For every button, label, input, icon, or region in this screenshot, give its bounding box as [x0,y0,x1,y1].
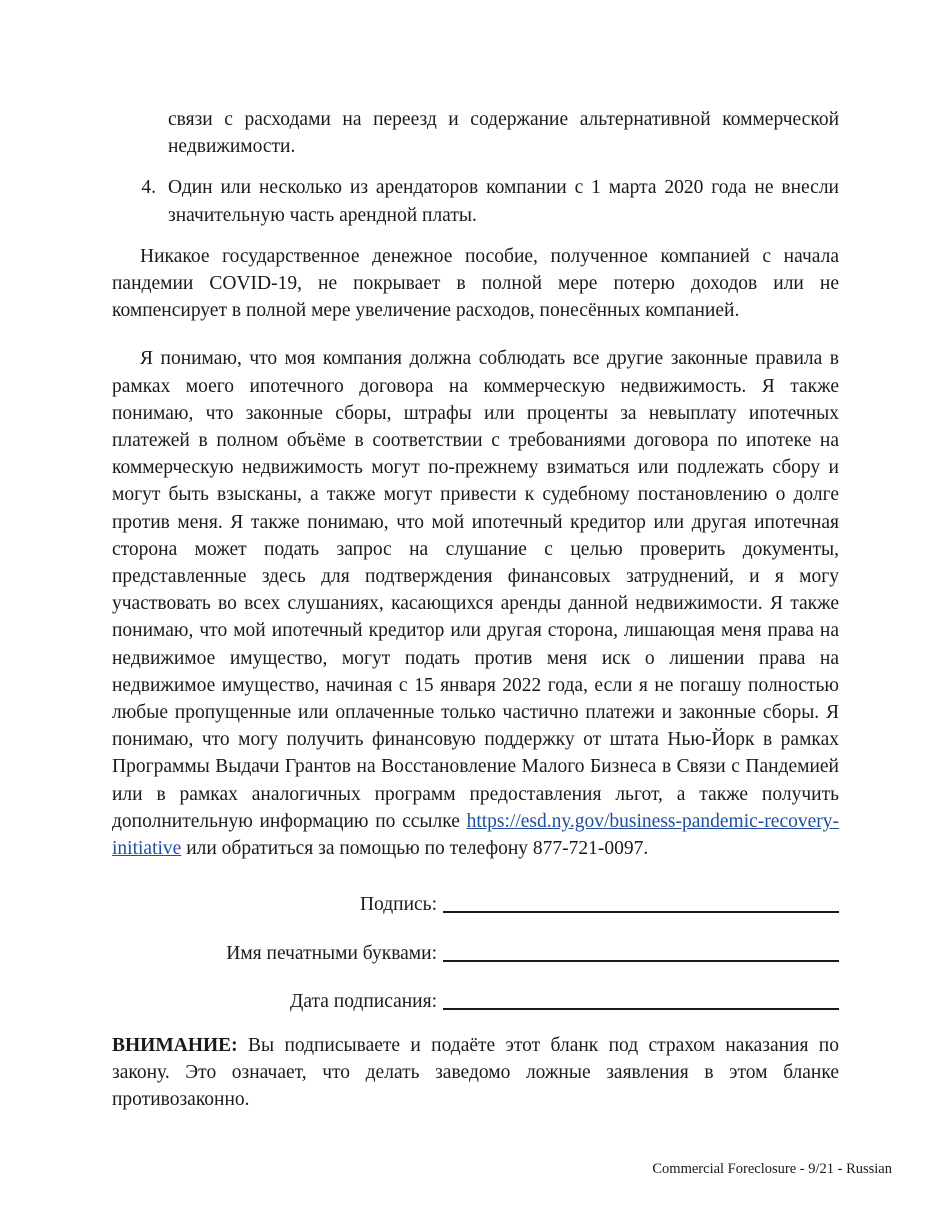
recovery-initiative-link[interactable]: https://esd.ny.gov/business-pandemic-recovery-initiative [112,810,839,860]
list-item-text: Один или несколько из арендаторов компании с 1 марта 2020 года не внесли значительную часть арендной платы. [168,177,839,226]
acknowledgement-text-end: или обратиться за помощью по телефону 877-721-0097. [181,838,649,860]
printed-name-label: Имя печатными буквами: [226,942,437,964]
date-line[interactable] [443,1008,839,1010]
list-item-number-text: 4. [141,177,156,199]
warning-notice [112,1032,839,1114]
signature-row [112,886,839,918]
page-footer: Commercial Foreclosure - 9/21 - Russian [652,1161,892,1177]
document-body [112,106,839,1113]
date-row [112,983,839,1015]
printed-name-row [112,935,839,967]
paragraph-assistance: Никакое государственное денежное пособие, полученное компанией с начала пандемии COVID-19, не покрывает в полной мере потерю доходов или не компенсирует в полной мере увеличение расходов, понесённых компанией. [112,245,839,322]
signature-line[interactable] [443,911,839,913]
warning-text: Вы подписываете и подаёте этот бланк под страхом наказания по закону. Это означает, что делать заведомо ложные заявления в этом бланке противозаконно. [112,1034,839,1111]
signature-block [112,886,839,1015]
printed-name-line[interactable] [443,960,839,962]
list-item-continuation: связи с расходами на переезд и содержание альтернативной коммерческой недвижимости. [168,109,839,158]
list-item-4 [112,174,839,228]
paragraph-acknowledgement [112,345,839,862]
signature-label: Подпись: [359,894,437,916]
warning-label: ВНИМАНИЕ: [112,1034,238,1056]
acknowledgement-text: Я понимаю, что моя компания должна соблюдать все другие законные правила в рамках моего ипотечного договора на коммерческую недвижимость. Я также понимаю, что законные сборы, штрафы или проценты за невыплату ипотечных платежей в полном объёме в соответствии с требованиями договора по ипотеке на коммерческую недвижимость могут по-прежнему взиматься или подлежать сбору и могут быть взысканы, а также могут привести к судебному постановлению о долге против меня. Я также понимаю, что мой ипотечный кредитор или другая ипотечная сторона может подать запрос на слушание с целью проверить документы, представленные здесь для подтверждения финансовых затруднений, и я могу участвовать во всех слушаниях, касающихся аренды данной недвижимости. Я также понимаю, что мой ипотечный кредитор или другая сторона, лишающая меня права на недвижимое имущество, могут подать против меня иск о лишении права на недвижимое имущество, начиная с 15 января 2022 года, если я не погашу полностью любые пропущенные или оплаченные только частично платежи и законные сборы. Я понимаю, что могу получить финансовую поддержку от штата Нью-Йорк в рамках Программы Выдачи Грантов на Восстановление Малого Бизнеса в Связи с Пандемией или в рамках аналогичных программ предоставления льгот, а также получить дополнительную информацию по ссылке [112,348,839,832]
list-item-number [112,174,168,228]
date-label: Дата подписания: [290,991,437,1013]
